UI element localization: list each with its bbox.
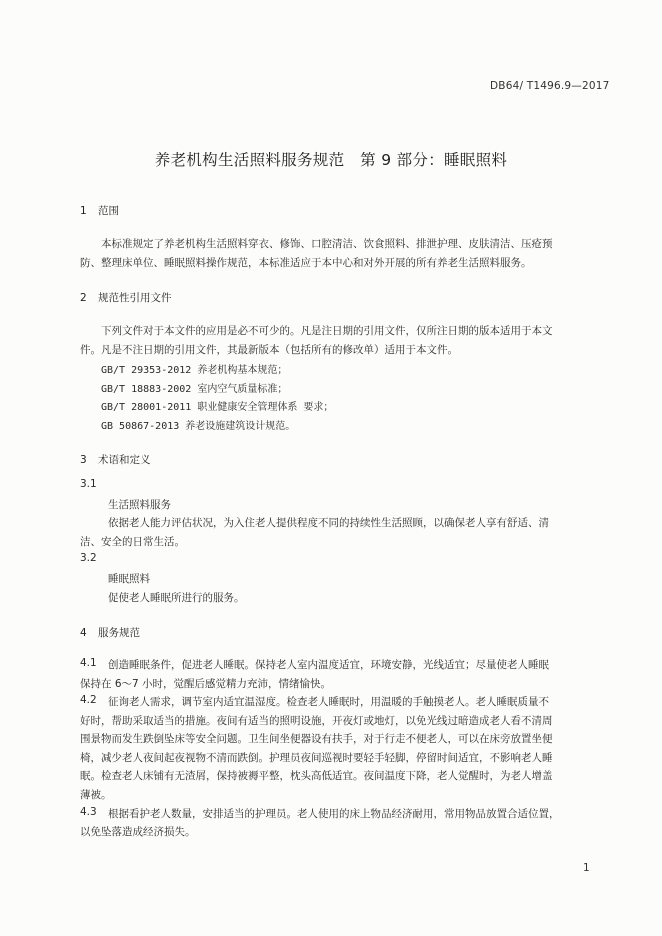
clause-line: 根据看护老人数量，安排适当的护理员。老人使用的床上物品经济耐用，常用物品放置合适位置， [108,808,560,820]
clause-number: 4.1 [80,657,97,669]
section-4-heading [80,625,140,640]
clause-number: 4.3 [80,806,97,818]
section-number: 3 [80,454,87,466]
reference-item: GB/T 28001-2011 职业健康安全管理体系 要求； [101,402,334,413]
section-title: 规范性引用文件 [98,292,172,304]
term-name: 睡眠照料 [108,573,150,585]
clause-line: 眠。检查老人床铺有无渣屑，保持被褥平整，枕头高低适宜。夜间温度下降，老人觉醒时，为老人增盖 [80,770,553,782]
document-title: 养老机构生活照料服务规范 第 9 部分：睡眠照料 [154,151,508,169]
page-number: 1 [583,862,590,874]
clause-line: 好时，帮助采取适当的措施。夜间有适当的照明设施，开夜灯或地灯，以免光线过暗造成老人看不清周 [80,715,553,727]
term-definition-line: 促使老人睡眠所进行的服务。 [108,592,245,604]
term-number: 3.1 [80,478,97,490]
paragraph-line: 防、整理床单位、睡眠照料操作规范，本标准适应于本中心和对外开展的所有养老生活照料服务。 [80,257,532,269]
section-title: 术语和定义 [98,454,151,466]
clause-line: 薄被。 [80,789,112,801]
clause-line: 征询老人需求，调节室内适宜温湿度。检查老人睡眠时，用温暖的手触摸老人。老人睡眠质量不 [108,696,549,708]
reference-item: GB/T 18883-2002 室内空气质量标准； [101,384,288,395]
clause-line: 创造睡眠条件，促进老人睡眠。保持老人室内温度适宜，环境安静，光线适宜；尽量使老人睡眠 [108,659,549,671]
clause-number: 4.2 [80,694,97,706]
section-number: 2 [80,292,87,304]
section-title: 范围 [98,205,119,217]
term-number: 3.2 [80,552,97,564]
term-definition-line: 洁、安全的日常生活。 [80,536,185,548]
section-number: 1 [80,205,87,217]
term-definition-line: 依据老人能力评估状况，为入住老人提供程度不同的持续性生活照顾，以确保老人享有舒适、清 [108,517,549,529]
paragraph-line: 本标准规定了养老机构生活照料穿衣、修饰、口腔清洁、饮食照料、排泄护理、皮肤清洁、压疮预 [101,238,553,250]
clause-line: 围景物而发生跌倒坠床等安全问题。卫生间坐便器设有扶手，对于行走不便老人，可以在床旁放置坐便 [80,733,553,745]
term-name: 生活照料服务 [108,499,171,511]
paragraph-line: 件。凡是不注日期的引用文件，其最新版本（包括所有的修改单）适用于本文件。 [80,344,458,356]
clause-line: 保持在 6～7 小时，觉醒后感觉精力充沛，情绪愉快。 [80,678,332,690]
reference-item: GB/T 29353-2012 养老机构基本规范； [101,365,288,376]
section-2-heading [80,290,172,305]
section-1-heading [80,203,119,218]
section-number: 4 [80,627,87,639]
section-title: 服务规范 [98,627,140,639]
reference-item: GB 50867-2013 养老设施建筑设计规范。 [101,421,296,432]
clause-line: 以免坠落造成经济损失。 [80,826,196,838]
clause-line: 椅，减少老人夜间起夜视物不清而跌倒。护理员夜间巡视时要轻手轻脚，停留时间适宜，不影响老人睡 [80,752,553,764]
paragraph-line: 下列文件对于本文件的应用是必不可少的。凡是注日期的引用文件，仅所注日期的版本适用于本文 [101,325,553,337]
section-3-heading [80,452,151,467]
standard-code: DB64/ T1496.9—2017 [490,80,610,92]
